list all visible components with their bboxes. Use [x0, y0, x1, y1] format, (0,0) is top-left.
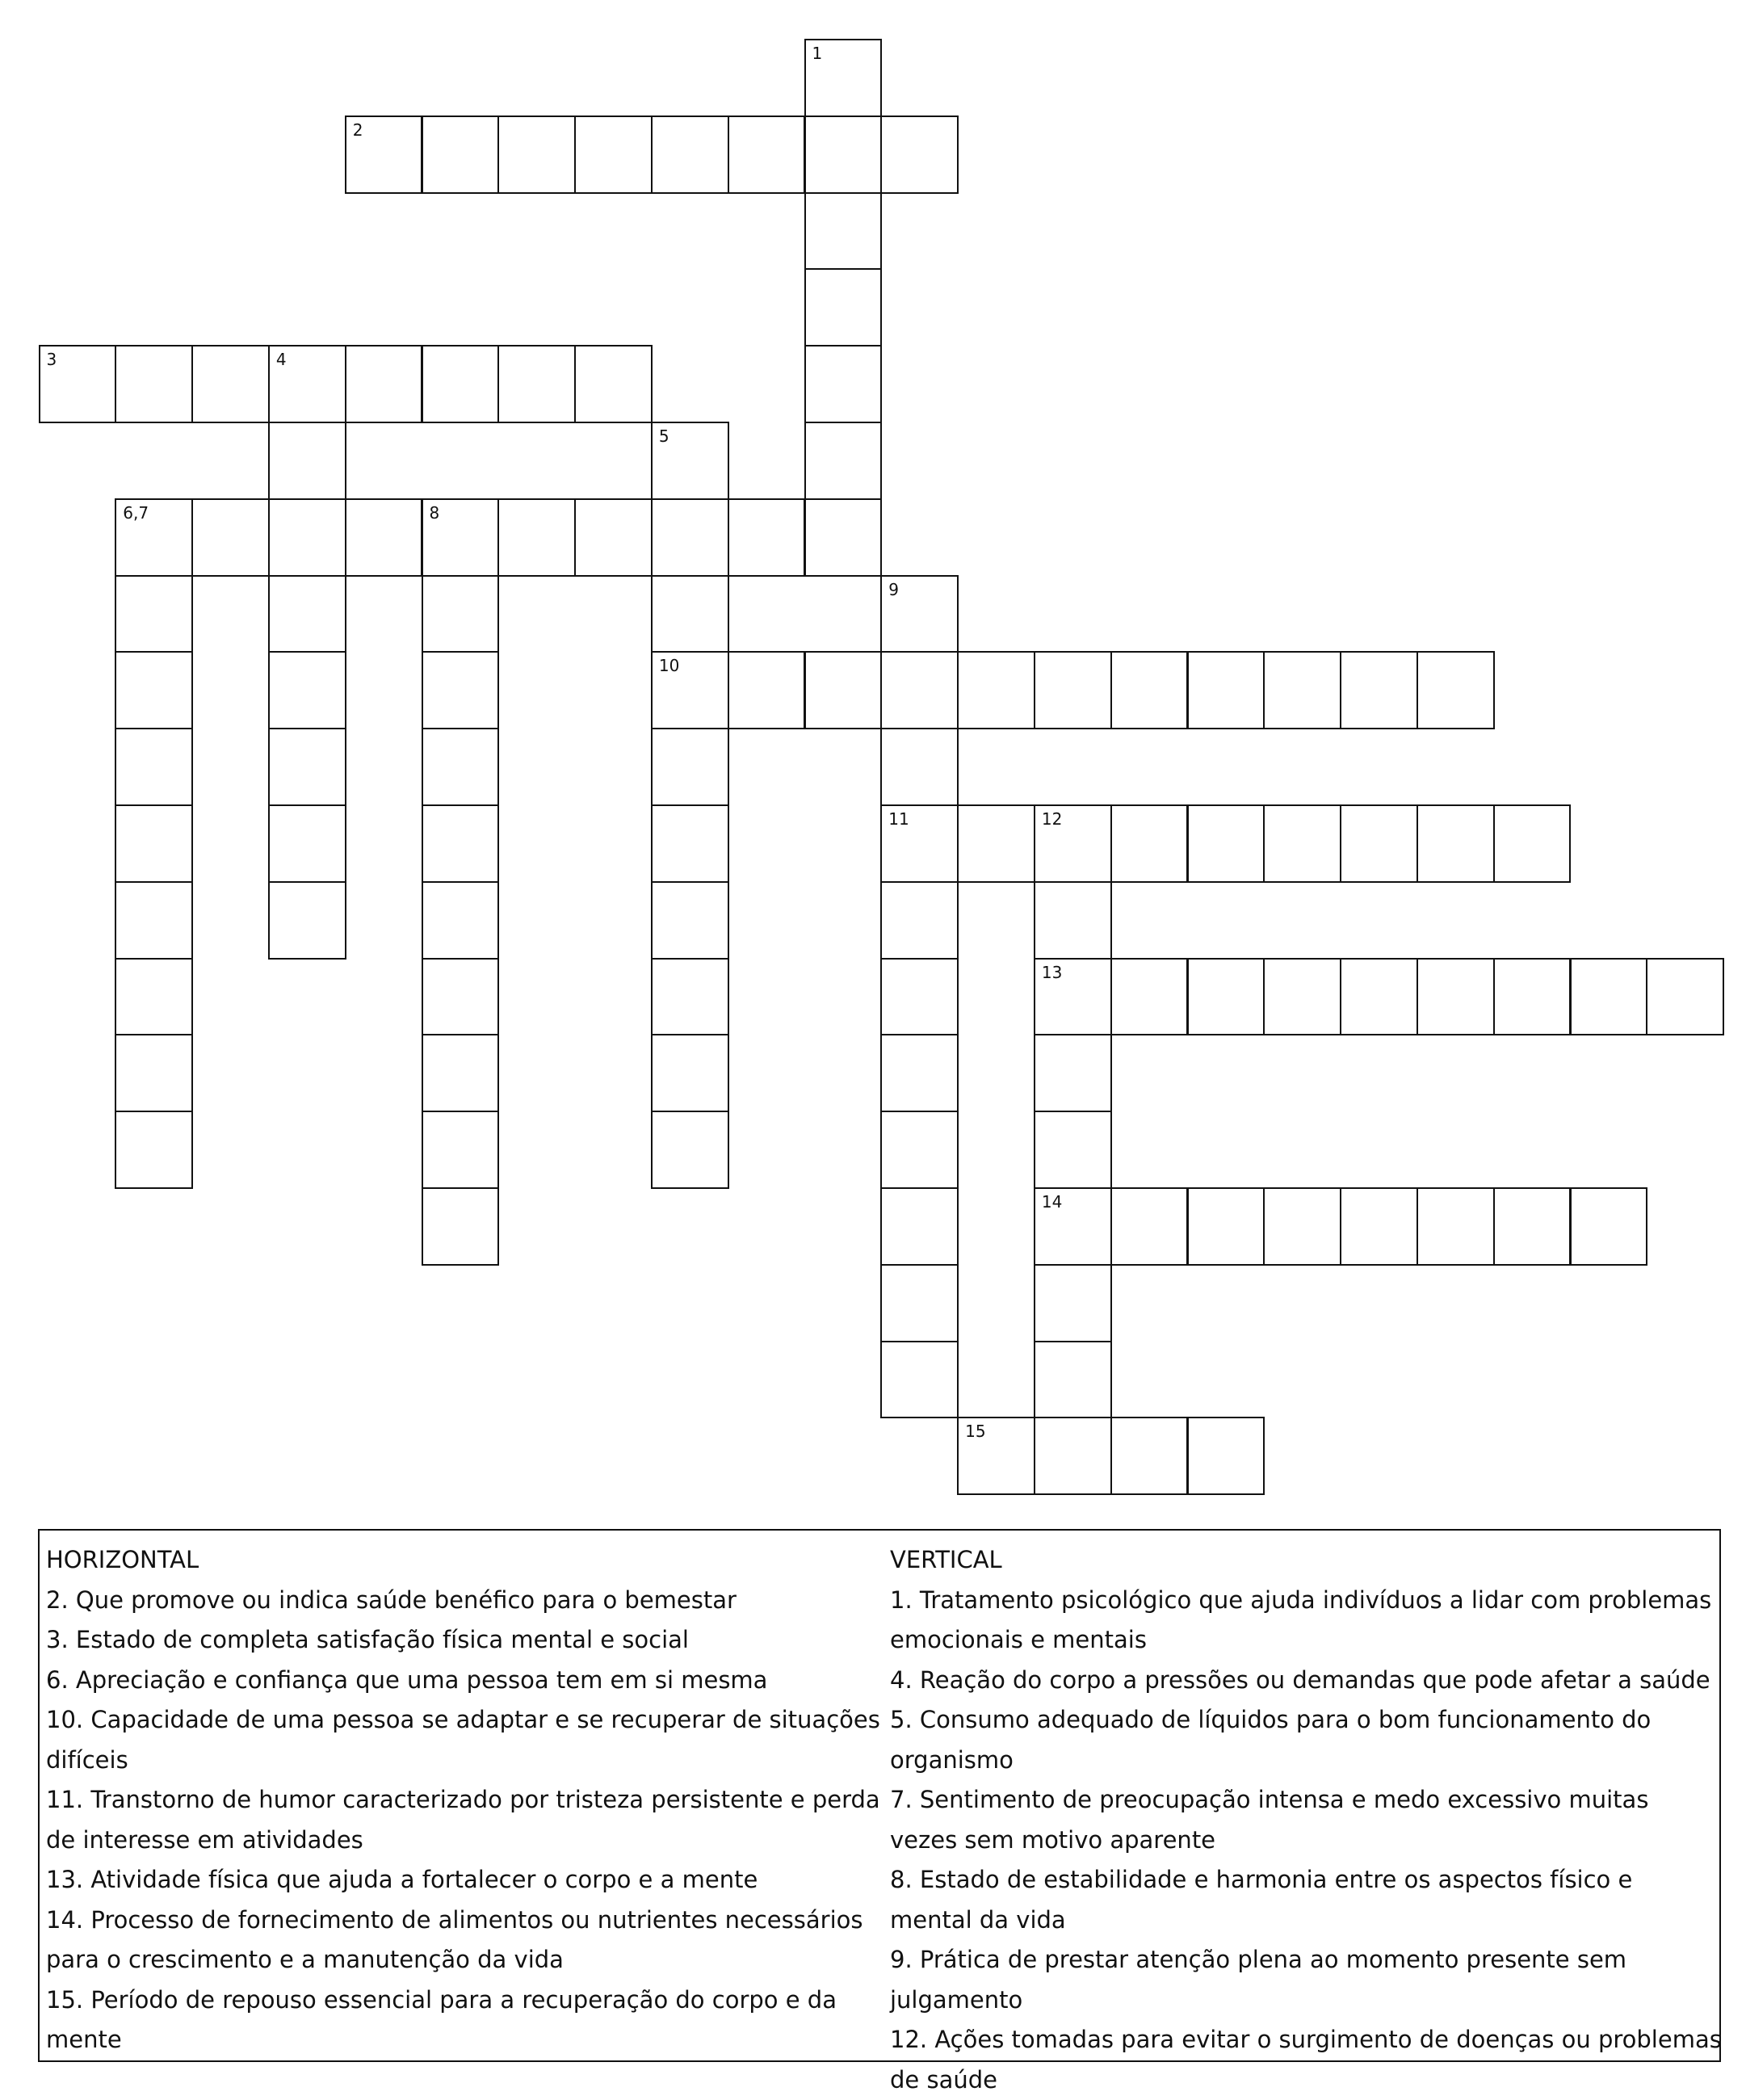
crossword-cell[interactable]	[345, 345, 423, 423]
crossword-cell[interactable]	[422, 1187, 500, 1266]
clue-across: 6. Apreciação e confiança que uma pessoa tem em si mesma	[46, 1665, 768, 1694]
crossword-cell[interactable]	[1417, 651, 1495, 729]
crossword-cell[interactable]	[1187, 1417, 1265, 1495]
clue-number: 3	[46, 350, 57, 370]
crossword-cell[interactable]	[345, 116, 423, 194]
crossword-cell[interactable]	[115, 651, 193, 729]
crossword-cell[interactable]	[1340, 651, 1418, 729]
crossword-cell[interactable]	[1493, 958, 1572, 1036]
crossword-cell[interactable]	[1034, 1111, 1112, 1189]
crossword-cell[interactable]	[422, 1111, 500, 1189]
crossword-cell[interactable]	[191, 498, 270, 577]
crossword-cell[interactable]	[728, 498, 806, 577]
clue-number: 12	[1041, 809, 1063, 829]
crossword-cell[interactable]	[804, 345, 883, 423]
crossword-cell[interactable]	[268, 651, 346, 729]
crossword-cell[interactable]	[651, 116, 729, 194]
crossword-cell[interactable]	[1034, 1417, 1112, 1495]
clue-across: 15. Período de repouso essencial para a recuperação do corpo e da mente	[46, 1985, 837, 2053]
crossword-cell[interactable]	[422, 1034, 500, 1112]
crossword-cell[interactable]	[422, 881, 500, 960]
crossword-cell[interactable]	[728, 651, 806, 729]
crossword-cell[interactable]	[1493, 804, 1572, 883]
crossword-cell[interactable]	[651, 498, 729, 577]
crossword-cell[interactable]	[268, 804, 346, 883]
clue-number: 5	[658, 426, 669, 446]
clue-down: 1. Tratamento psicológico que ajuda indivíduos a lidar com problemas emocionais e mentais	[890, 1586, 1712, 1653]
crossword-cell[interactable]	[1340, 1187, 1418, 1266]
clue-number: 8	[429, 502, 440, 523]
crossword-cell[interactable]	[1110, 651, 1189, 729]
clue-down: 7. Sentimento de preocupação intensa e medo excessivo muitas vezes sem motivo aparente	[890, 1786, 1649, 1854]
crossword-cell[interactable]	[880, 881, 959, 960]
crossword-cell[interactable]	[880, 1111, 959, 1189]
crossword-cell[interactable]	[1034, 1187, 1112, 1266]
crossword-cell[interactable]	[1187, 1187, 1265, 1266]
crossword-cell[interactable]	[1110, 958, 1189, 1036]
clue-number: 14	[1041, 1192, 1063, 1212]
crossword-cell[interactable]	[422, 116, 500, 194]
crossword-cell[interactable]	[1417, 958, 1495, 1036]
crossword-cell[interactable]	[1187, 804, 1265, 883]
crossword-cell[interactable]	[115, 881, 193, 960]
crossword-cell[interactable]	[115, 958, 193, 1036]
crossword-cell[interactable]	[1340, 804, 1418, 883]
crossword-cell[interactable]	[651, 422, 729, 500]
crossword-cell[interactable]	[804, 192, 883, 271]
clue-number: 11	[888, 809, 909, 829]
crossword-cell[interactable]	[1034, 1034, 1112, 1112]
clue-number: 15	[965, 1422, 986, 1442]
crossword-cell[interactable]	[1034, 1341, 1112, 1419]
clue-across: 13. Atividade física que ajuda a fortalecer o corpo e a mente	[46, 1866, 758, 1893]
crossword-cell[interactable]	[957, 651, 1035, 729]
crossword-cell[interactable]	[115, 804, 193, 883]
crossword-cell[interactable]	[1034, 881, 1112, 960]
crossword-cell[interactable]	[1034, 804, 1112, 883]
crossword-cell[interactable]	[115, 575, 193, 653]
crossword-cell[interactable]	[191, 345, 270, 423]
crossword-cell[interactable]	[651, 728, 729, 806]
crossword-cell[interactable]	[957, 804, 1035, 883]
crossword-cell[interactable]	[39, 345, 117, 423]
crossword-cell[interactable]	[804, 651, 883, 729]
clue-across: 11. Transtorno de humor caracterizado por tristeza persistente e perda de interesse em atividades	[46, 1786, 880, 1854]
crossword-cell[interactable]	[422, 958, 500, 1036]
crossword-cell[interactable]	[957, 1417, 1035, 1495]
crossword-cell[interactable]	[804, 422, 883, 500]
crossword-cell[interactable]	[651, 1034, 729, 1112]
crossword-cell[interactable]	[268, 498, 346, 577]
crossword-cell[interactable]	[1034, 1264, 1112, 1342]
crossword-cell[interactable]	[268, 881, 346, 960]
crossword-cell[interactable]	[1034, 651, 1112, 729]
clue-down: 5. Consumo adequado de líquidos para o bom funcionamento do organismo	[890, 1706, 1652, 1774]
crossword-cell[interactable]	[268, 728, 346, 806]
crossword-cell[interactable]	[651, 1111, 729, 1189]
crossword-cell[interactable]	[880, 1034, 959, 1112]
crossword-cell[interactable]	[115, 345, 193, 423]
clue-across: 2. Que promove ou indica saúde benéfico para o bemestar	[46, 1586, 737, 1614]
crossword-cell[interactable]	[651, 804, 729, 883]
crossword-cell[interactable]	[880, 728, 959, 806]
clue-number: 13	[1041, 962, 1063, 982]
clue-down: 8. Estado de estabilidade e harmonia entre os aspectos físico e mental da vida	[890, 1866, 1633, 1934]
crossword-cell[interactable]	[1417, 804, 1495, 883]
crossword-cell[interactable]	[651, 881, 729, 960]
horizontal-heading: HORIZONTAL	[46, 1546, 199, 1573]
vertical-heading: VERTICAL	[890, 1546, 1002, 1573]
crossword-cell[interactable]	[804, 268, 883, 346]
crossword-cell[interactable]	[880, 1187, 959, 1266]
crossword-cell[interactable]	[880, 1341, 959, 1419]
crossword-cell[interactable]	[880, 1264, 959, 1342]
crossword-cell[interactable]	[574, 345, 653, 423]
crossword-cell[interactable]	[880, 575, 959, 653]
crossword-cell[interactable]	[1263, 958, 1341, 1036]
crossword-cell[interactable]	[115, 1111, 193, 1189]
clue-across: 14. Processo de fornecimento de alimentos ou nutrientes necessários para o crescimento e a manutenção da vida	[46, 1905, 863, 1973]
crossword-cell[interactable]	[1263, 804, 1341, 883]
vertical-clues	[890, 1540, 1722, 2100]
crossword-cell[interactable]	[1263, 1187, 1341, 1266]
clue-number: 10	[658, 656, 680, 676]
crossword-cell[interactable]	[574, 116, 653, 194]
crossword-cell[interactable]	[1187, 651, 1265, 729]
clues-box	[38, 1529, 1722, 2094]
horizontal-clues	[46, 1540, 886, 2060]
crossword-cell[interactable]	[651, 958, 729, 1036]
crossword-cell[interactable]	[1340, 958, 1418, 1036]
crossword-cell[interactable]	[1110, 1187, 1189, 1266]
crossword-cell[interactable]	[880, 958, 959, 1036]
crossword-cell[interactable]	[651, 575, 729, 653]
crossword-cell[interactable]	[804, 116, 883, 194]
crossword-cell[interactable]	[422, 728, 500, 806]
crossword-cell[interactable]	[728, 116, 806, 194]
crossword-cell[interactable]	[1493, 1187, 1572, 1266]
crossword-cell[interactable]	[268, 422, 346, 500]
clue-down: 12. Ações tomadas para evitar o surgimento de doenças ou problemas de saúde	[890, 2026, 1722, 2094]
crossword-cell[interactable]	[497, 345, 576, 423]
crossword-cell[interactable]	[497, 498, 576, 577]
clue-across: 3. Estado de completa satisfação física mental e social	[46, 1626, 689, 1653]
crossword-cell[interactable]	[422, 804, 500, 883]
crossword-cell[interactable]	[1110, 1417, 1189, 1495]
crossword-cell[interactable]	[115, 1034, 193, 1112]
clue-down: 4. Reação do corpo a pressões ou demandas que pode afetar a saúde	[890, 1665, 1710, 1694]
crossword-cell[interactable]	[422, 651, 500, 729]
clue-down: 9. Prática de prestar atenção plena ao momento presente sem julgamento	[890, 1946, 1627, 2014]
clue-number: 6,7	[123, 502, 149, 523]
clue-number: 1	[812, 44, 823, 63]
crossword-cell[interactable]	[115, 498, 193, 577]
crossword-cell[interactable]	[345, 498, 423, 577]
crossword-cell[interactable]	[651, 651, 729, 729]
crossword-cell[interactable]	[1646, 958, 1724, 1036]
crossword-cell[interactable]	[1263, 651, 1341, 729]
crossword-cell[interactable]	[804, 498, 883, 577]
clue-number: 4	[275, 350, 287, 370]
crossword-cell[interactable]	[1034, 958, 1112, 1036]
clue-across: 10. Capacidade de uma pessoa se adaptar e se recuperar de situações difíceis	[46, 1706, 880, 1774]
crossword-cell[interactable]	[422, 345, 500, 423]
crossword-cell[interactable]	[880, 116, 959, 194]
crossword-cell[interactable]	[422, 575, 500, 653]
crossword-cell[interactable]	[268, 575, 346, 653]
crossword-cell[interactable]	[1570, 1187, 1648, 1266]
crossword-cell[interactable]	[497, 116, 576, 194]
crossword-cell[interactable]	[1187, 958, 1265, 1036]
crossword-cell[interactable]	[115, 728, 193, 806]
crossword-cell[interactable]	[574, 498, 653, 577]
crossword-cell[interactable]	[804, 39, 883, 117]
crossword-cell[interactable]	[1417, 1187, 1495, 1266]
crossword-cell[interactable]	[1570, 958, 1648, 1036]
crossword-cell[interactable]	[422, 498, 500, 577]
clue-number: 9	[888, 579, 900, 599]
crossword-cell[interactable]	[880, 651, 959, 729]
clue-number: 2	[352, 120, 363, 140]
crossword-cell[interactable]	[268, 345, 346, 423]
crossword-cell[interactable]	[880, 804, 959, 883]
crossword-cell[interactable]	[1110, 804, 1189, 883]
